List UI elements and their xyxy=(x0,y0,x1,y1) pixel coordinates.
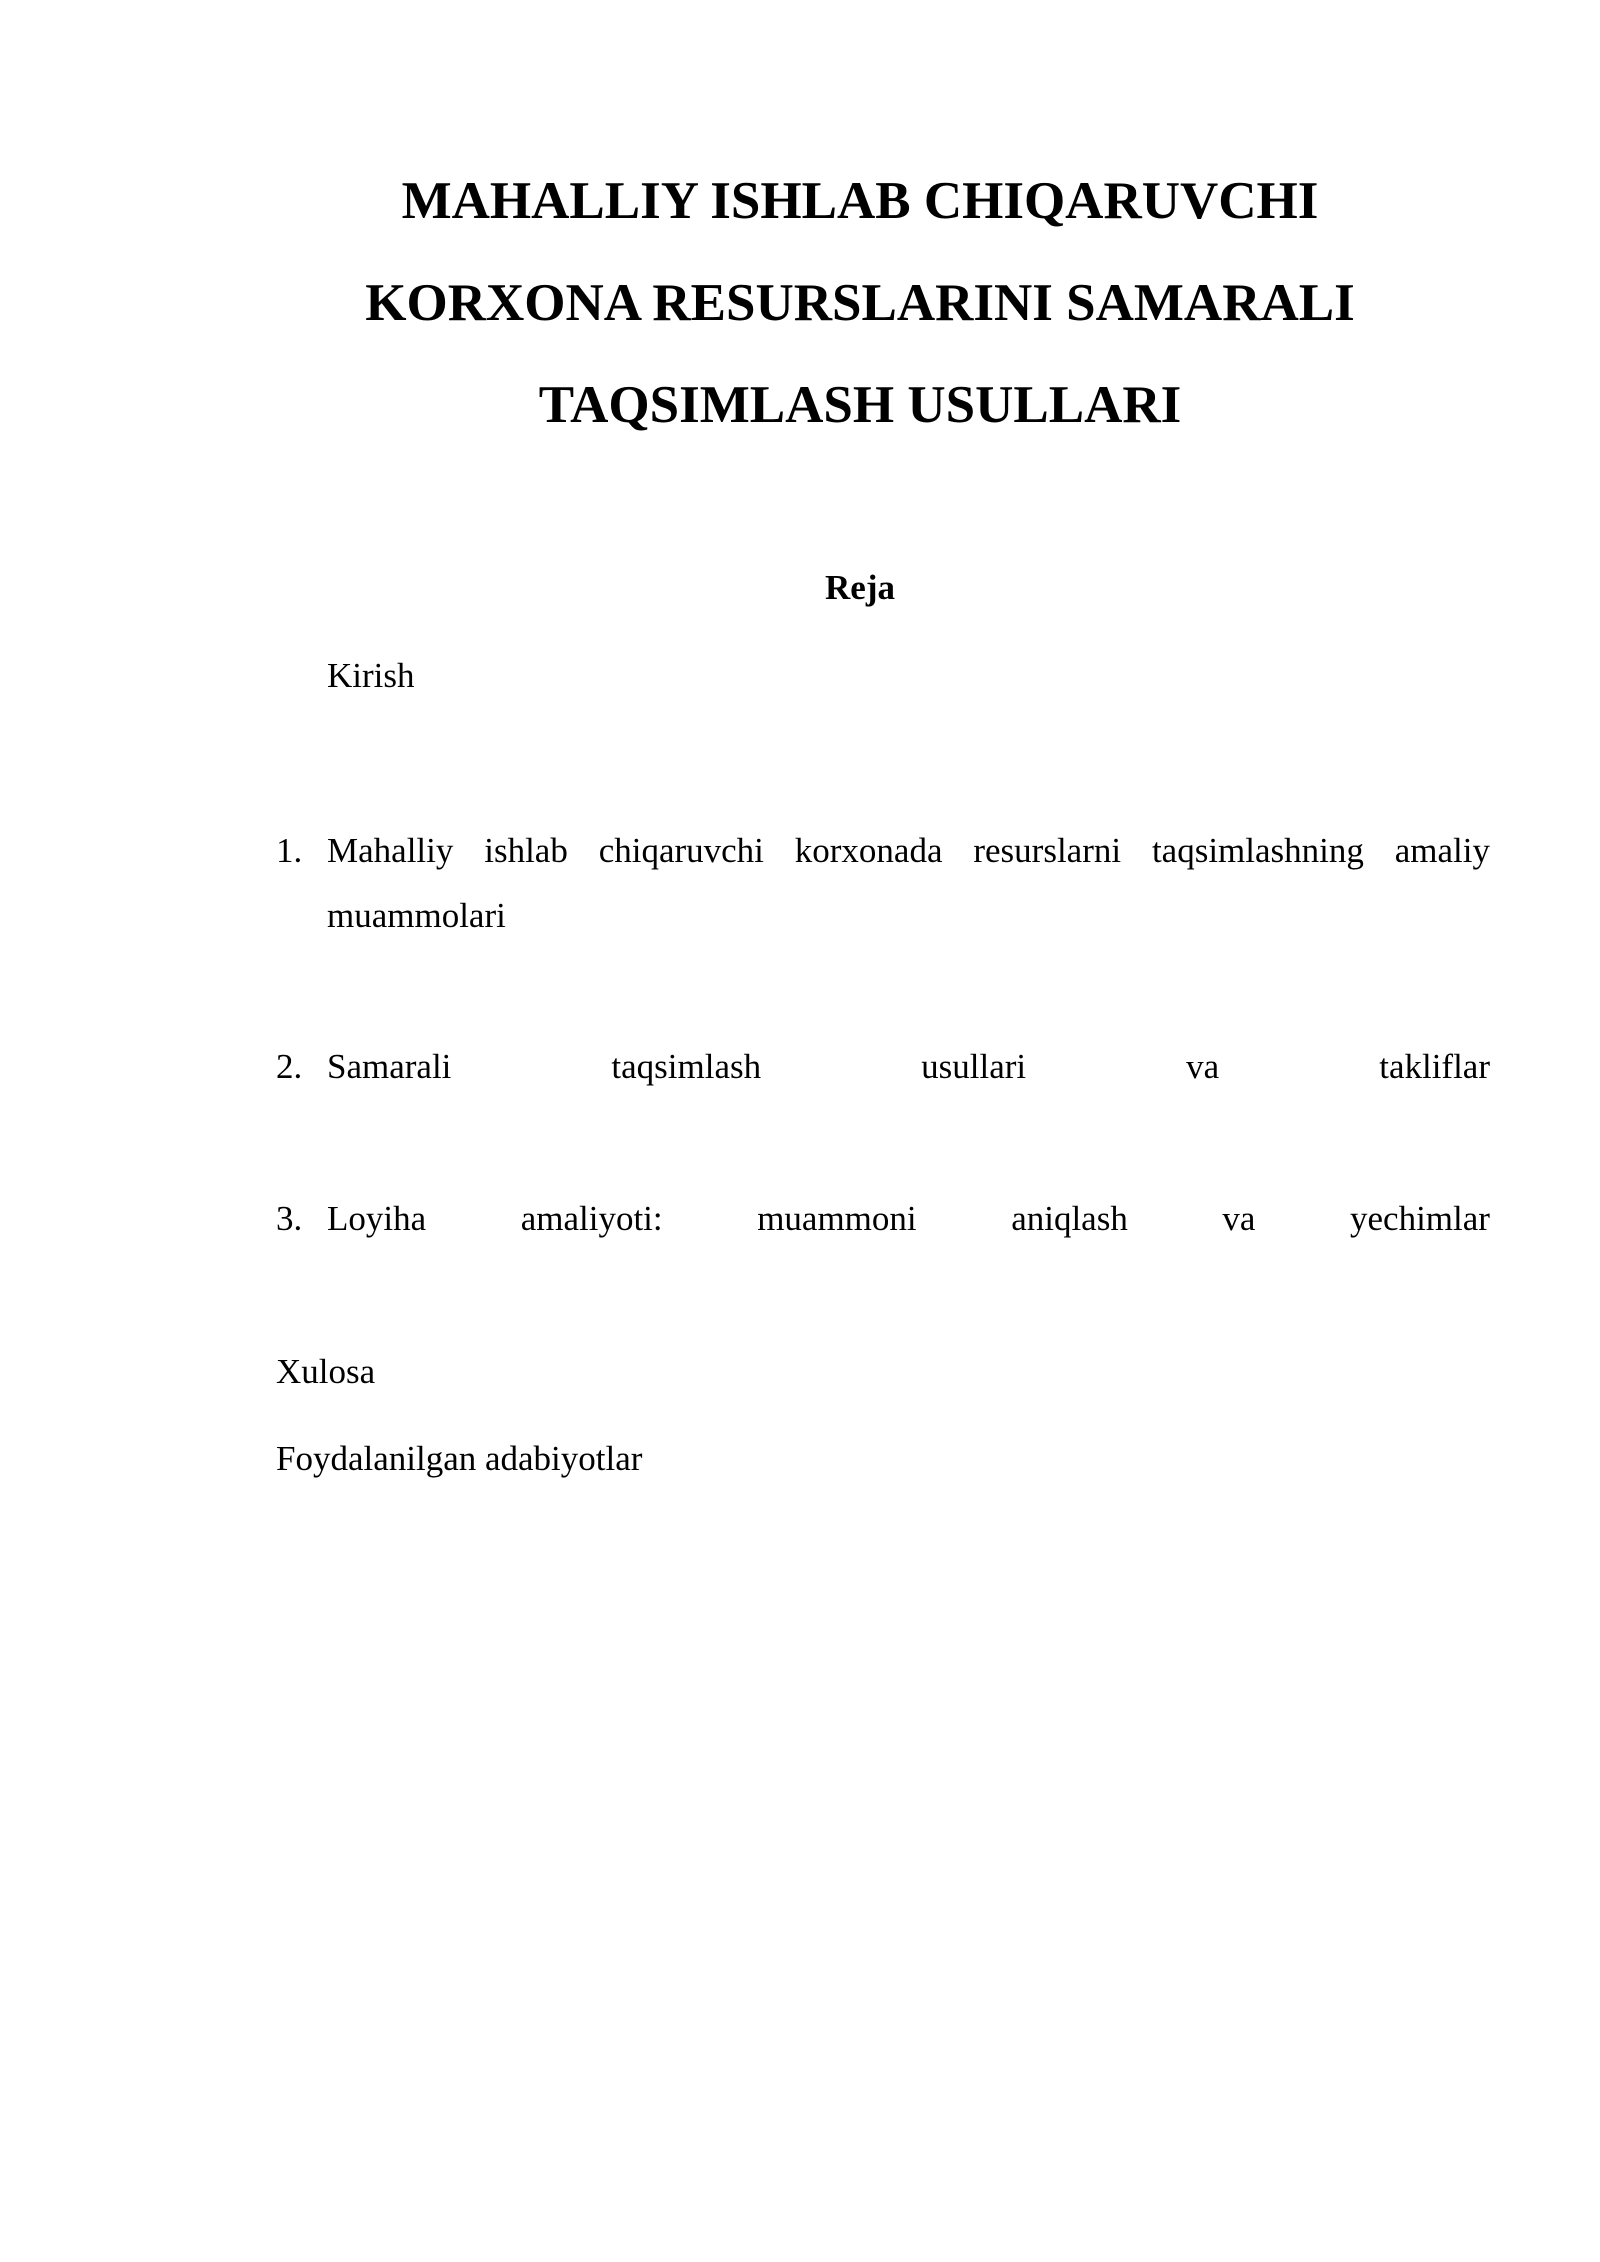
plan-item-word: taqsimlash xyxy=(611,1047,762,1086)
plan-heading: Reja xyxy=(825,568,895,607)
plan-item-number: 2. xyxy=(276,1047,303,1086)
plan-item-text xyxy=(327,1034,1490,1099)
plan-item-word: takliflar xyxy=(1379,1047,1490,1086)
plan-item-word: usullari xyxy=(921,1047,1027,1086)
document-title xyxy=(260,150,1460,456)
title-line-2: KORXONA RESURSLARINI SAMARALI xyxy=(365,274,1355,332)
title-line-3: TAQSIMLASH USULLARI xyxy=(538,376,1182,434)
plan-item-word: Loyiha xyxy=(327,1199,427,1238)
plan-item-word: muammoni xyxy=(757,1199,917,1238)
plan-item-text: Mahalliy ishlab chiqaruvchi korxonada resurslarni taqsimlashning amaliy muammolari xyxy=(327,831,1490,935)
plan-item-word: Samarali xyxy=(327,1047,452,1086)
plan-item-number: 1. xyxy=(276,831,303,870)
references-label: Foydalanilgan adabiyotlar xyxy=(276,1439,643,1478)
intro-label: Kirish xyxy=(327,656,415,695)
plan-item-text xyxy=(327,1186,1490,1251)
plan-item-word: amaliyoti: xyxy=(520,1199,663,1238)
title-line-1: MAHALLIY ISHLAB CHIQARUVCHI xyxy=(401,172,1319,230)
plan-item-word: va xyxy=(1222,1199,1256,1238)
plan-item-number: 3. xyxy=(276,1199,303,1238)
conclusion-label: Xulosa xyxy=(276,1352,376,1391)
plan-item-word: va xyxy=(1186,1047,1220,1086)
plan-item-word: yechimlar xyxy=(1350,1199,1490,1238)
plan-item-word: aniqlash xyxy=(1011,1199,1128,1238)
